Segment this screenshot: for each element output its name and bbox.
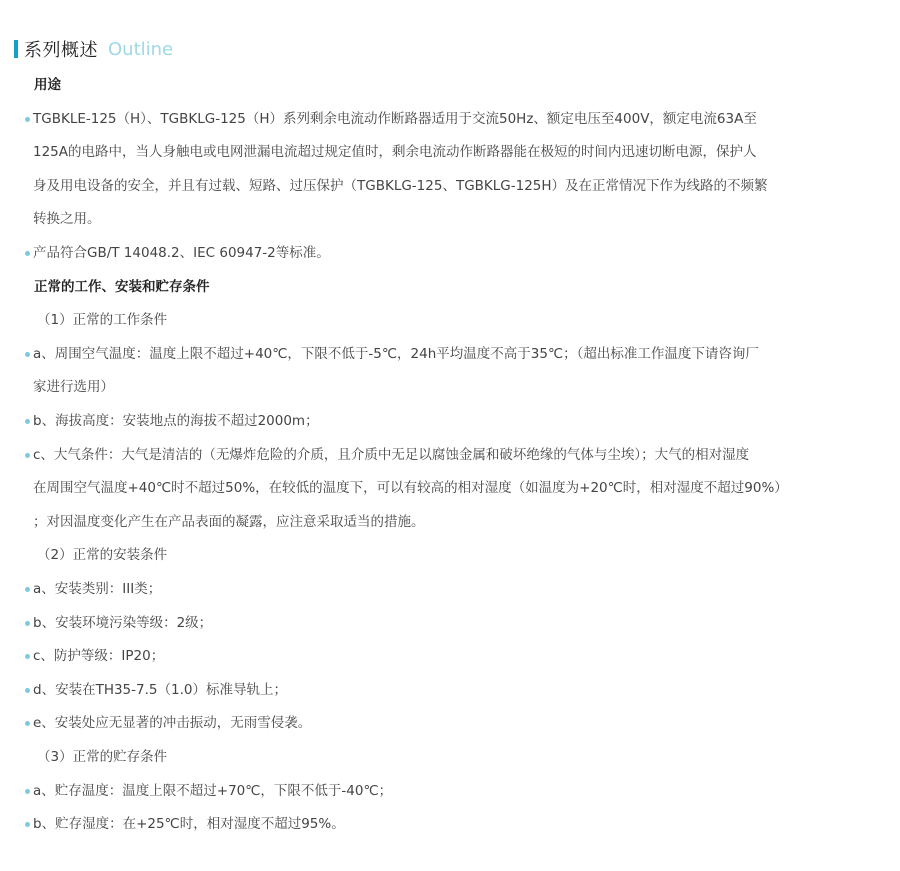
- bullet-icon: [25, 251, 30, 256]
- bullet-icon: [25, 688, 30, 693]
- paragraph-line: a、安装类别：III类；: [33, 581, 162, 597]
- paragraph-line: TGBKLE-125（H）、TGBKLG-125（H）系列剩余电流动作断路器适用于交流50Hz、额定电压至400V，额定电流63A至: [33, 111, 757, 127]
- subheading: 用途: [34, 77, 61, 93]
- paragraph-line: b、贮存湿度：在+25℃时，相对湿度不超过95%。: [33, 816, 345, 832]
- paragraph-line: 在周围空气温度+40℃时不超过50%，在较低的温度下，可以有较高的相对湿度（如温度为+20℃时，相对湿度不超过90%）: [33, 480, 788, 496]
- condition-heading: （3）正常的贮存条件: [37, 749, 168, 765]
- bullet-icon: [25, 789, 30, 794]
- paragraph-line: c、大气条件：大气是清洁的（无爆炸危险的介质，且介质中无足以腐蚀金属和破坏绝缘的气体与尘埃）；大气的相对湿度: [33, 447, 750, 463]
- paragraph-line: 家进行选用）: [33, 379, 114, 395]
- paragraph-line: d、安装在TH35-7.5（1.0）标准导轨上；: [33, 682, 287, 698]
- bullet-icon: [25, 453, 30, 458]
- section-header: [14, 38, 173, 60]
- paragraph-line: 125A的电路中，当人身触电或电网泄漏电流超过规定值时，剩余电流动作断路器能在极短的时间内迅速切断电源，保护人: [33, 144, 757, 160]
- bullet-icon: [25, 721, 30, 726]
- paragraph-line: a、贮存温度：温度上限不超过+70℃，下限不低于-40℃；: [33, 783, 393, 799]
- paragraph-line: c、防护等级：IP20；: [33, 648, 165, 664]
- bullet-icon: [25, 587, 30, 592]
- condition-heading: （2）正常的安装条件: [37, 547, 168, 563]
- paragraph-line: b、海拔高度：安装地点的海拔不超过2000m；: [33, 413, 319, 429]
- bullet-icon: [25, 654, 30, 659]
- paragraph-line: a、周围空气温度：温度上限不超过+40℃，下限不低于-5℃，24h平均温度不高于35℃；（超出标准工作温度下请咨询厂: [33, 346, 759, 362]
- bullet-icon: [25, 352, 30, 357]
- paragraph-line: 身及用电设备的安全，并且有过载、短路、过压保护（TGBKLG-125、TGBKLG-125H）及在正常情况下作为线路的不频繁: [33, 178, 768, 194]
- paragraph-line: 产品符合GB/T 14048.2、IEC 60947-2等标准。: [33, 245, 330, 261]
- paragraph-line: 转换之用。: [33, 211, 101, 227]
- paragraph-line: e、安装处应无显著的冲击振动，无雨雪侵袭。: [33, 715, 312, 731]
- bullet-icon: [25, 419, 30, 424]
- section-subtitle: Outline: [108, 38, 174, 60]
- condition-heading: （1）正常的工作条件: [37, 312, 168, 328]
- subheading: 正常的工作、安装和贮存条件: [34, 279, 210, 295]
- section-title: 系列概述: [24, 40, 98, 61]
- paragraph-line: ；对因温度变化产生在产品表面的凝露，应注意采取适当的措施。: [33, 514, 425, 530]
- paragraph-line: b、安装环境污染等级：2级；: [33, 615, 213, 631]
- bullet-icon: [25, 621, 30, 626]
- bullet-icon: [25, 822, 30, 827]
- accent-bar: [14, 40, 18, 58]
- bullet-icon: [25, 117, 30, 122]
